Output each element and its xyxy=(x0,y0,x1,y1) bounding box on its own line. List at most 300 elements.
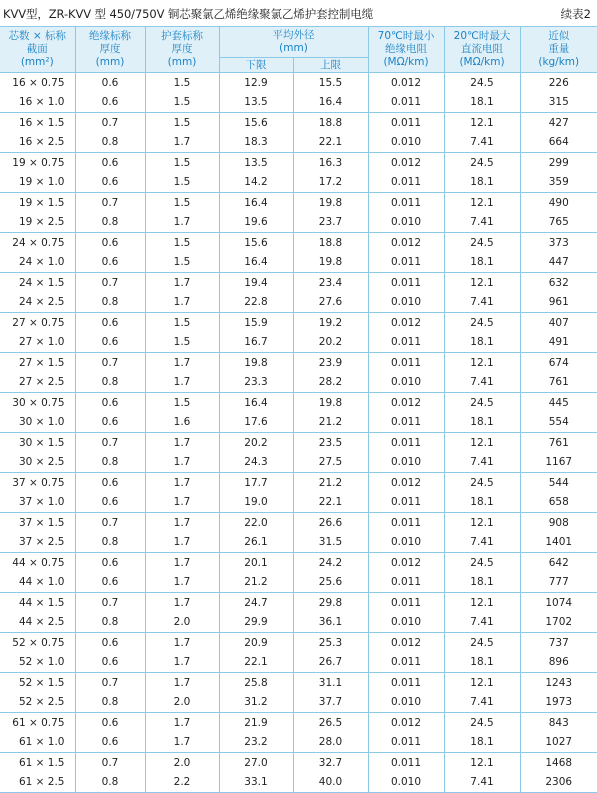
table-row xyxy=(0,653,597,673)
table-row xyxy=(0,693,597,713)
cell-diameter-upper: 26.7 xyxy=(293,653,368,673)
cell-diameter-lower: 33.1 xyxy=(219,773,293,793)
cell-diameter-lower: 20.2 xyxy=(219,433,293,453)
table-row xyxy=(0,713,597,733)
cell-diameter-lower: 29.9 xyxy=(219,613,293,633)
cell-insulation: 0.8 xyxy=(75,213,145,233)
cell-insulation: 0.8 xyxy=(75,453,145,473)
cell-resistance-20c: 7.41 xyxy=(444,293,520,313)
cell-weight: 427 xyxy=(520,113,597,133)
cell-resistance-70c: 0.011 xyxy=(368,93,444,113)
cell-weight: 765 xyxy=(520,213,597,233)
cell-size: 61 × 1.5 xyxy=(0,753,75,773)
cell-sheath: 1.7 xyxy=(145,713,219,733)
cell-sheath: 1.7 xyxy=(145,133,219,153)
cell-diameter-lower: 19.4 xyxy=(219,273,293,293)
cell-insulation: 0.7 xyxy=(75,193,145,213)
cell-size: 61 × 1.0 xyxy=(0,733,75,753)
cell-resistance-70c: 0.011 xyxy=(368,573,444,593)
cell-resistance-70c: 0.010 xyxy=(368,533,444,553)
cell-resistance-70c: 0.011 xyxy=(368,413,444,433)
cell-size: 52 × 0.75 xyxy=(0,633,75,653)
cell-insulation: 0.8 xyxy=(75,373,145,393)
cell-size: 37 × 0.75 xyxy=(0,473,75,493)
cell-weight: 445 xyxy=(520,393,597,413)
cell-diameter-upper: 18.8 xyxy=(293,113,368,133)
cell-size: 37 × 2.5 xyxy=(0,533,75,553)
cell-diameter-lower: 24.7 xyxy=(219,593,293,613)
table-body xyxy=(0,73,597,793)
cell-resistance-70c: 0.012 xyxy=(368,713,444,733)
table-row xyxy=(0,473,597,493)
cell-sheath: 1.7 xyxy=(145,213,219,233)
cell-size: 37 × 1.5 xyxy=(0,513,75,533)
cell-sheath: 1.7 xyxy=(145,633,219,653)
cell-diameter-lower: 31.2 xyxy=(219,693,293,713)
cell-diameter-upper: 21.2 xyxy=(293,413,368,433)
table-row xyxy=(0,393,597,413)
cell-size: 52 × 2.5 xyxy=(0,693,75,713)
cell-resistance-20c: 18.1 xyxy=(444,413,520,433)
cell-resistance-20c: 24.5 xyxy=(444,633,520,653)
cell-weight: 1027 xyxy=(520,733,597,753)
cell-size: 19 × 0.75 xyxy=(0,153,75,173)
table-row xyxy=(0,173,597,193)
cell-insulation: 0.6 xyxy=(75,153,145,173)
cell-diameter-lower: 17.6 xyxy=(219,413,293,433)
cell-sheath: 1.7 xyxy=(145,273,219,293)
header-size: 芯数 × 标称 截面 (mm²) xyxy=(0,27,75,73)
cell-resistance-20c: 12.1 xyxy=(444,673,520,693)
cell-weight: 1401 xyxy=(520,533,597,553)
cell-diameter-upper: 27.5 xyxy=(293,453,368,473)
cell-sheath: 1.5 xyxy=(145,193,219,213)
cell-diameter-lower: 19.8 xyxy=(219,353,293,373)
cell-insulation: 0.8 xyxy=(75,533,145,553)
cell-resistance-70c: 0.012 xyxy=(368,473,444,493)
cell-size: 30 × 1.5 xyxy=(0,433,75,453)
cell-diameter-upper: 31.5 xyxy=(293,533,368,553)
cell-sheath: 2.2 xyxy=(145,773,219,793)
cell-weight: 1167 xyxy=(520,453,597,473)
cell-diameter-upper: 31.1 xyxy=(293,673,368,693)
cell-sheath: 1.7 xyxy=(145,513,219,533)
cell-weight: 761 xyxy=(520,433,597,453)
cell-diameter-upper: 23.7 xyxy=(293,213,368,233)
cell-weight: 664 xyxy=(520,133,597,153)
cell-resistance-70c: 0.011 xyxy=(368,673,444,693)
cell-sheath: 1.5 xyxy=(145,153,219,173)
cell-diameter-upper: 20.2 xyxy=(293,333,368,353)
cell-resistance-20c: 18.1 xyxy=(444,253,520,273)
table-row xyxy=(0,373,597,393)
cell-resistance-20c: 12.1 xyxy=(444,273,520,293)
cell-weight: 1468 xyxy=(520,753,597,773)
cell-diameter-upper: 27.6 xyxy=(293,293,368,313)
cell-resistance-70c: 0.011 xyxy=(368,113,444,133)
cell-resistance-20c: 12.1 xyxy=(444,593,520,613)
cell-diameter-upper: 16.3 xyxy=(293,153,368,173)
cell-sheath: 1.5 xyxy=(145,233,219,253)
cell-diameter-lower: 16.4 xyxy=(219,253,293,273)
table-row xyxy=(0,453,597,473)
cell-weight: 658 xyxy=(520,493,597,513)
cell-resistance-20c: 7.41 xyxy=(444,773,520,793)
cell-insulation: 0.6 xyxy=(75,713,145,733)
cell-diameter-lower: 26.1 xyxy=(219,533,293,553)
cell-weight: 315 xyxy=(520,93,597,113)
cell-weight: 908 xyxy=(520,513,597,533)
cell-size: 24 × 2.5 xyxy=(0,293,75,313)
cell-size: 44 × 2.5 xyxy=(0,613,75,633)
table-row xyxy=(0,753,597,773)
cell-resistance-70c: 0.011 xyxy=(368,593,444,613)
cell-diameter-upper: 22.1 xyxy=(293,133,368,153)
header-sheath-thickness: 护套标称 厚度 (mm) xyxy=(145,27,219,73)
cell-weight: 2306 xyxy=(520,773,597,793)
cell-resistance-20c: 7.41 xyxy=(444,133,520,153)
cell-sheath: 1.7 xyxy=(145,373,219,393)
cell-insulation: 0.6 xyxy=(75,653,145,673)
cell-diameter-lower: 16.4 xyxy=(219,393,293,413)
cell-diameter-lower: 19.6 xyxy=(219,213,293,233)
cell-insulation: 0.7 xyxy=(75,353,145,373)
cell-diameter-upper: 28.2 xyxy=(293,373,368,393)
cell-resistance-20c: 24.5 xyxy=(444,313,520,333)
cell-resistance-70c: 0.011 xyxy=(368,173,444,193)
cell-diameter-lower: 13.5 xyxy=(219,93,293,113)
cell-size: 37 × 1.0 xyxy=(0,493,75,513)
cell-size: 16 × 1.0 xyxy=(0,93,75,113)
cell-weight: 359 xyxy=(520,173,597,193)
cell-resistance-70c: 0.010 xyxy=(368,213,444,233)
table-row xyxy=(0,93,597,113)
cell-size: 16 × 2.5 xyxy=(0,133,75,153)
cell-diameter-upper: 26.5 xyxy=(293,713,368,733)
cell-insulation: 0.6 xyxy=(75,553,145,573)
cell-diameter-lower: 20.1 xyxy=(219,553,293,573)
cell-diameter-lower: 22.1 xyxy=(219,653,293,673)
cell-sheath: 1.5 xyxy=(145,173,219,193)
table-row xyxy=(0,353,597,373)
cell-resistance-70c: 0.011 xyxy=(368,433,444,453)
cell-resistance-20c: 7.41 xyxy=(444,213,520,233)
cell-weight: 896 xyxy=(520,653,597,673)
cell-diameter-upper: 32.7 xyxy=(293,753,368,773)
cell-insulation: 0.6 xyxy=(75,253,145,273)
cell-resistance-20c: 12.1 xyxy=(444,353,520,373)
cell-insulation: 0.6 xyxy=(75,93,145,113)
cell-diameter-upper: 17.2 xyxy=(293,173,368,193)
cell-weight: 1702 xyxy=(520,613,597,633)
cell-weight: 490 xyxy=(520,193,597,213)
cell-resistance-70c: 0.011 xyxy=(368,493,444,513)
cell-resistance-70c: 0.010 xyxy=(368,293,444,313)
cell-diameter-lower: 21.2 xyxy=(219,573,293,593)
cell-weight: 737 xyxy=(520,633,597,653)
cell-sheath: 1.5 xyxy=(145,93,219,113)
cell-resistance-20c: 24.5 xyxy=(444,553,520,573)
table-row xyxy=(0,133,597,153)
cell-resistance-70c: 0.011 xyxy=(368,353,444,373)
cell-resistance-70c: 0.011 xyxy=(368,513,444,533)
cell-diameter-lower: 16.7 xyxy=(219,333,293,353)
cell-resistance-20c: 24.5 xyxy=(444,153,520,173)
table-row xyxy=(0,153,597,173)
cell-resistance-20c: 18.1 xyxy=(444,493,520,513)
cell-diameter-lower: 21.9 xyxy=(219,713,293,733)
cell-sheath: 1.7 xyxy=(145,553,219,573)
cell-insulation: 0.6 xyxy=(75,233,145,253)
table-row xyxy=(0,333,597,353)
cell-sheath: 1.5 xyxy=(145,333,219,353)
cell-resistance-20c: 18.1 xyxy=(444,93,520,113)
cell-resistance-20c: 24.5 xyxy=(444,393,520,413)
cell-sheath: 1.5 xyxy=(145,393,219,413)
cell-insulation: 0.8 xyxy=(75,693,145,713)
cell-insulation: 0.7 xyxy=(75,273,145,293)
cell-resistance-20c: 7.41 xyxy=(444,373,520,393)
cell-resistance-70c: 0.011 xyxy=(368,753,444,773)
cell-diameter-lower: 18.3 xyxy=(219,133,293,153)
cell-insulation: 0.6 xyxy=(75,173,145,193)
cell-weight: 961 xyxy=(520,293,597,313)
cell-insulation: 0.7 xyxy=(75,593,145,613)
cell-resistance-20c: 12.1 xyxy=(444,113,520,133)
cell-sheath: 1.7 xyxy=(145,293,219,313)
header-insulation-thickness: 绝缘标称 厚度 (mm) xyxy=(75,27,145,73)
cell-insulation: 0.6 xyxy=(75,313,145,333)
cell-sheath: 2.0 xyxy=(145,753,219,773)
cell-weight: 777 xyxy=(520,573,597,593)
cell-resistance-20c: 18.1 xyxy=(444,333,520,353)
cell-sheath: 2.0 xyxy=(145,613,219,633)
cell-insulation: 0.6 xyxy=(75,573,145,593)
cell-diameter-upper: 18.8 xyxy=(293,233,368,253)
cell-diameter-upper: 16.4 xyxy=(293,93,368,113)
cell-weight: 447 xyxy=(520,253,597,273)
cell-insulation: 0.6 xyxy=(75,493,145,513)
cell-diameter-upper: 21.2 xyxy=(293,473,368,493)
cell-size: 16 × 1.5 xyxy=(0,113,75,133)
cell-resistance-70c: 0.010 xyxy=(368,373,444,393)
header-insulation-resistance: 70℃时最小 绝缘电阻 (MΩ/km) xyxy=(368,27,444,73)
cell-insulation: 0.8 xyxy=(75,133,145,153)
cell-resistance-20c: 24.5 xyxy=(444,233,520,253)
cell-resistance-20c: 7.41 xyxy=(444,533,520,553)
cell-size: 52 × 1.0 xyxy=(0,653,75,673)
cell-size: 27 × 0.75 xyxy=(0,313,75,333)
cell-diameter-lower: 15.6 xyxy=(219,233,293,253)
table-row xyxy=(0,593,597,613)
cell-sheath: 1.5 xyxy=(145,73,219,93)
header-lower-limit: 下限 xyxy=(219,58,293,73)
cell-resistance-70c: 0.010 xyxy=(368,613,444,633)
cell-resistance-70c: 0.012 xyxy=(368,73,444,93)
cell-resistance-70c: 0.010 xyxy=(368,773,444,793)
cell-sheath: 1.7 xyxy=(145,433,219,453)
cell-sheath: 1.7 xyxy=(145,733,219,753)
cell-sheath: 1.6 xyxy=(145,413,219,433)
table-row xyxy=(0,113,597,133)
cell-size: 24 × 1.5 xyxy=(0,273,75,293)
cell-insulation: 0.6 xyxy=(75,733,145,753)
header-weight: 近似 重量 (kg/km) xyxy=(520,27,597,73)
cell-diameter-upper: 23.5 xyxy=(293,433,368,453)
cell-size: 19 × 2.5 xyxy=(0,213,75,233)
cell-resistance-70c: 0.012 xyxy=(368,393,444,413)
cell-sheath: 1.7 xyxy=(145,453,219,473)
cell-size: 61 × 2.5 xyxy=(0,773,75,793)
table-row xyxy=(0,233,597,253)
cell-resistance-20c: 18.1 xyxy=(444,173,520,193)
table-row xyxy=(0,213,597,233)
cell-weight: 642 xyxy=(520,553,597,573)
cell-weight: 1074 xyxy=(520,593,597,613)
cell-diameter-lower: 15.9 xyxy=(219,313,293,333)
cell-size: 19 × 1.0 xyxy=(0,173,75,193)
cell-resistance-20c: 12.1 xyxy=(444,193,520,213)
table-row xyxy=(0,673,597,693)
cell-weight: 1973 xyxy=(520,693,597,713)
table-row xyxy=(0,633,597,653)
header-upper-limit: 上限 xyxy=(293,58,368,73)
cell-insulation: 0.8 xyxy=(75,293,145,313)
cell-resistance-70c: 0.010 xyxy=(368,693,444,713)
cell-diameter-upper: 26.6 xyxy=(293,513,368,533)
cell-weight: 544 xyxy=(520,473,597,493)
page-header xyxy=(0,0,597,26)
table-row xyxy=(0,493,597,513)
cell-weight: 674 xyxy=(520,353,597,373)
cell-insulation: 0.6 xyxy=(75,333,145,353)
cell-sheath: 1.7 xyxy=(145,673,219,693)
cell-resistance-70c: 0.011 xyxy=(368,273,444,293)
table-row xyxy=(0,573,597,593)
cell-resistance-20c: 24.5 xyxy=(444,713,520,733)
cell-weight: 761 xyxy=(520,373,597,393)
cell-diameter-upper: 23.4 xyxy=(293,273,368,293)
cell-resistance-70c: 0.012 xyxy=(368,153,444,173)
cell-weight: 554 xyxy=(520,413,597,433)
cell-resistance-20c: 12.1 xyxy=(444,513,520,533)
cell-size: 16 × 0.75 xyxy=(0,73,75,93)
table-row xyxy=(0,273,597,293)
cell-diameter-lower: 22.0 xyxy=(219,513,293,533)
cell-size: 27 × 1.5 xyxy=(0,353,75,373)
cell-sheath: 1.7 xyxy=(145,473,219,493)
cell-size: 52 × 1.5 xyxy=(0,673,75,693)
cell-resistance-70c: 0.012 xyxy=(368,633,444,653)
cell-sheath: 1.7 xyxy=(145,493,219,513)
cell-weight: 226 xyxy=(520,73,597,93)
cell-resistance-70c: 0.012 xyxy=(368,313,444,333)
cell-size: 61 × 0.75 xyxy=(0,713,75,733)
cell-insulation: 0.6 xyxy=(75,393,145,413)
cell-resistance-20c: 18.1 xyxy=(444,653,520,673)
cell-diameter-upper: 19.8 xyxy=(293,193,368,213)
cell-size: 30 × 0.75 xyxy=(0,393,75,413)
cell-insulation: 0.6 xyxy=(75,413,145,433)
cell-diameter-lower: 24.3 xyxy=(219,453,293,473)
cell-resistance-70c: 0.010 xyxy=(368,453,444,473)
cell-sheath: 1.7 xyxy=(145,573,219,593)
cell-size: 24 × 1.0 xyxy=(0,253,75,273)
cell-insulation: 0.6 xyxy=(75,73,145,93)
cell-diameter-upper: 23.9 xyxy=(293,353,368,373)
cell-insulation: 0.8 xyxy=(75,613,145,633)
cell-diameter-lower: 12.9 xyxy=(219,73,293,93)
cell-diameter-upper: 24.2 xyxy=(293,553,368,573)
table-header xyxy=(0,27,597,73)
cell-weight: 407 xyxy=(520,313,597,333)
cell-insulation: 0.7 xyxy=(75,513,145,533)
cell-diameter-lower: 22.8 xyxy=(219,293,293,313)
cell-insulation: 0.6 xyxy=(75,633,145,653)
cell-sheath: 1.5 xyxy=(145,253,219,273)
cell-sheath: 1.7 xyxy=(145,533,219,553)
cell-diameter-upper: 40.0 xyxy=(293,773,368,793)
table-row xyxy=(0,433,597,453)
cell-weight: 373 xyxy=(520,233,597,253)
header-dc-resistance: 20℃时最大 直流电阻 (MΩ/km) xyxy=(444,27,520,73)
cell-resistance-20c: 12.1 xyxy=(444,753,520,773)
cell-weight: 843 xyxy=(520,713,597,733)
cell-size: 27 × 1.0 xyxy=(0,333,75,353)
cable-spec-table xyxy=(0,26,597,793)
cell-diameter-upper: 22.1 xyxy=(293,493,368,513)
cell-resistance-70c: 0.011 xyxy=(368,333,444,353)
table-row xyxy=(0,513,597,533)
cell-sheath: 1.7 xyxy=(145,653,219,673)
table-row xyxy=(0,73,597,93)
cell-resistance-20c: 24.5 xyxy=(444,473,520,493)
cell-diameter-upper: 19.8 xyxy=(293,393,368,413)
continuation-label: 续表2 xyxy=(560,7,591,21)
cell-resistance-20c: 18.1 xyxy=(444,573,520,593)
cell-diameter-upper: 28.0 xyxy=(293,733,368,753)
cell-diameter-lower: 13.5 xyxy=(219,153,293,173)
cell-resistance-20c: 7.41 xyxy=(444,453,520,473)
table-row xyxy=(0,193,597,213)
cell-diameter-lower: 17.7 xyxy=(219,473,293,493)
cell-diameter-upper: 19.2 xyxy=(293,313,368,333)
cell-insulation: 0.6 xyxy=(75,473,145,493)
cell-diameter-upper: 19.8 xyxy=(293,253,368,273)
cell-resistance-70c: 0.011 xyxy=(368,193,444,213)
cell-weight: 632 xyxy=(520,273,597,293)
table-row xyxy=(0,533,597,553)
cell-diameter-upper: 15.5 xyxy=(293,73,368,93)
cell-size: 44 × 1.0 xyxy=(0,573,75,593)
cell-diameter-lower: 27.0 xyxy=(219,753,293,773)
cell-resistance-20c: 7.41 xyxy=(444,693,520,713)
cell-resistance-20c: 7.41 xyxy=(444,613,520,633)
cell-weight: 1243 xyxy=(520,673,597,693)
cell-size: 44 × 0.75 xyxy=(0,553,75,573)
header-mean-diameter: 平均外径 (mm) xyxy=(219,27,368,58)
cell-diameter-upper: 36.1 xyxy=(293,613,368,633)
cell-size: 27 × 2.5 xyxy=(0,373,75,393)
cell-size: 30 × 1.0 xyxy=(0,413,75,433)
table-row xyxy=(0,733,597,753)
cell-size: 44 × 1.5 xyxy=(0,593,75,613)
cell-diameter-lower: 20.9 xyxy=(219,633,293,653)
cell-resistance-20c: 24.5 xyxy=(444,73,520,93)
cell-size: 30 × 2.5 xyxy=(0,453,75,473)
table-row xyxy=(0,253,597,273)
cell-insulation: 0.7 xyxy=(75,113,145,133)
